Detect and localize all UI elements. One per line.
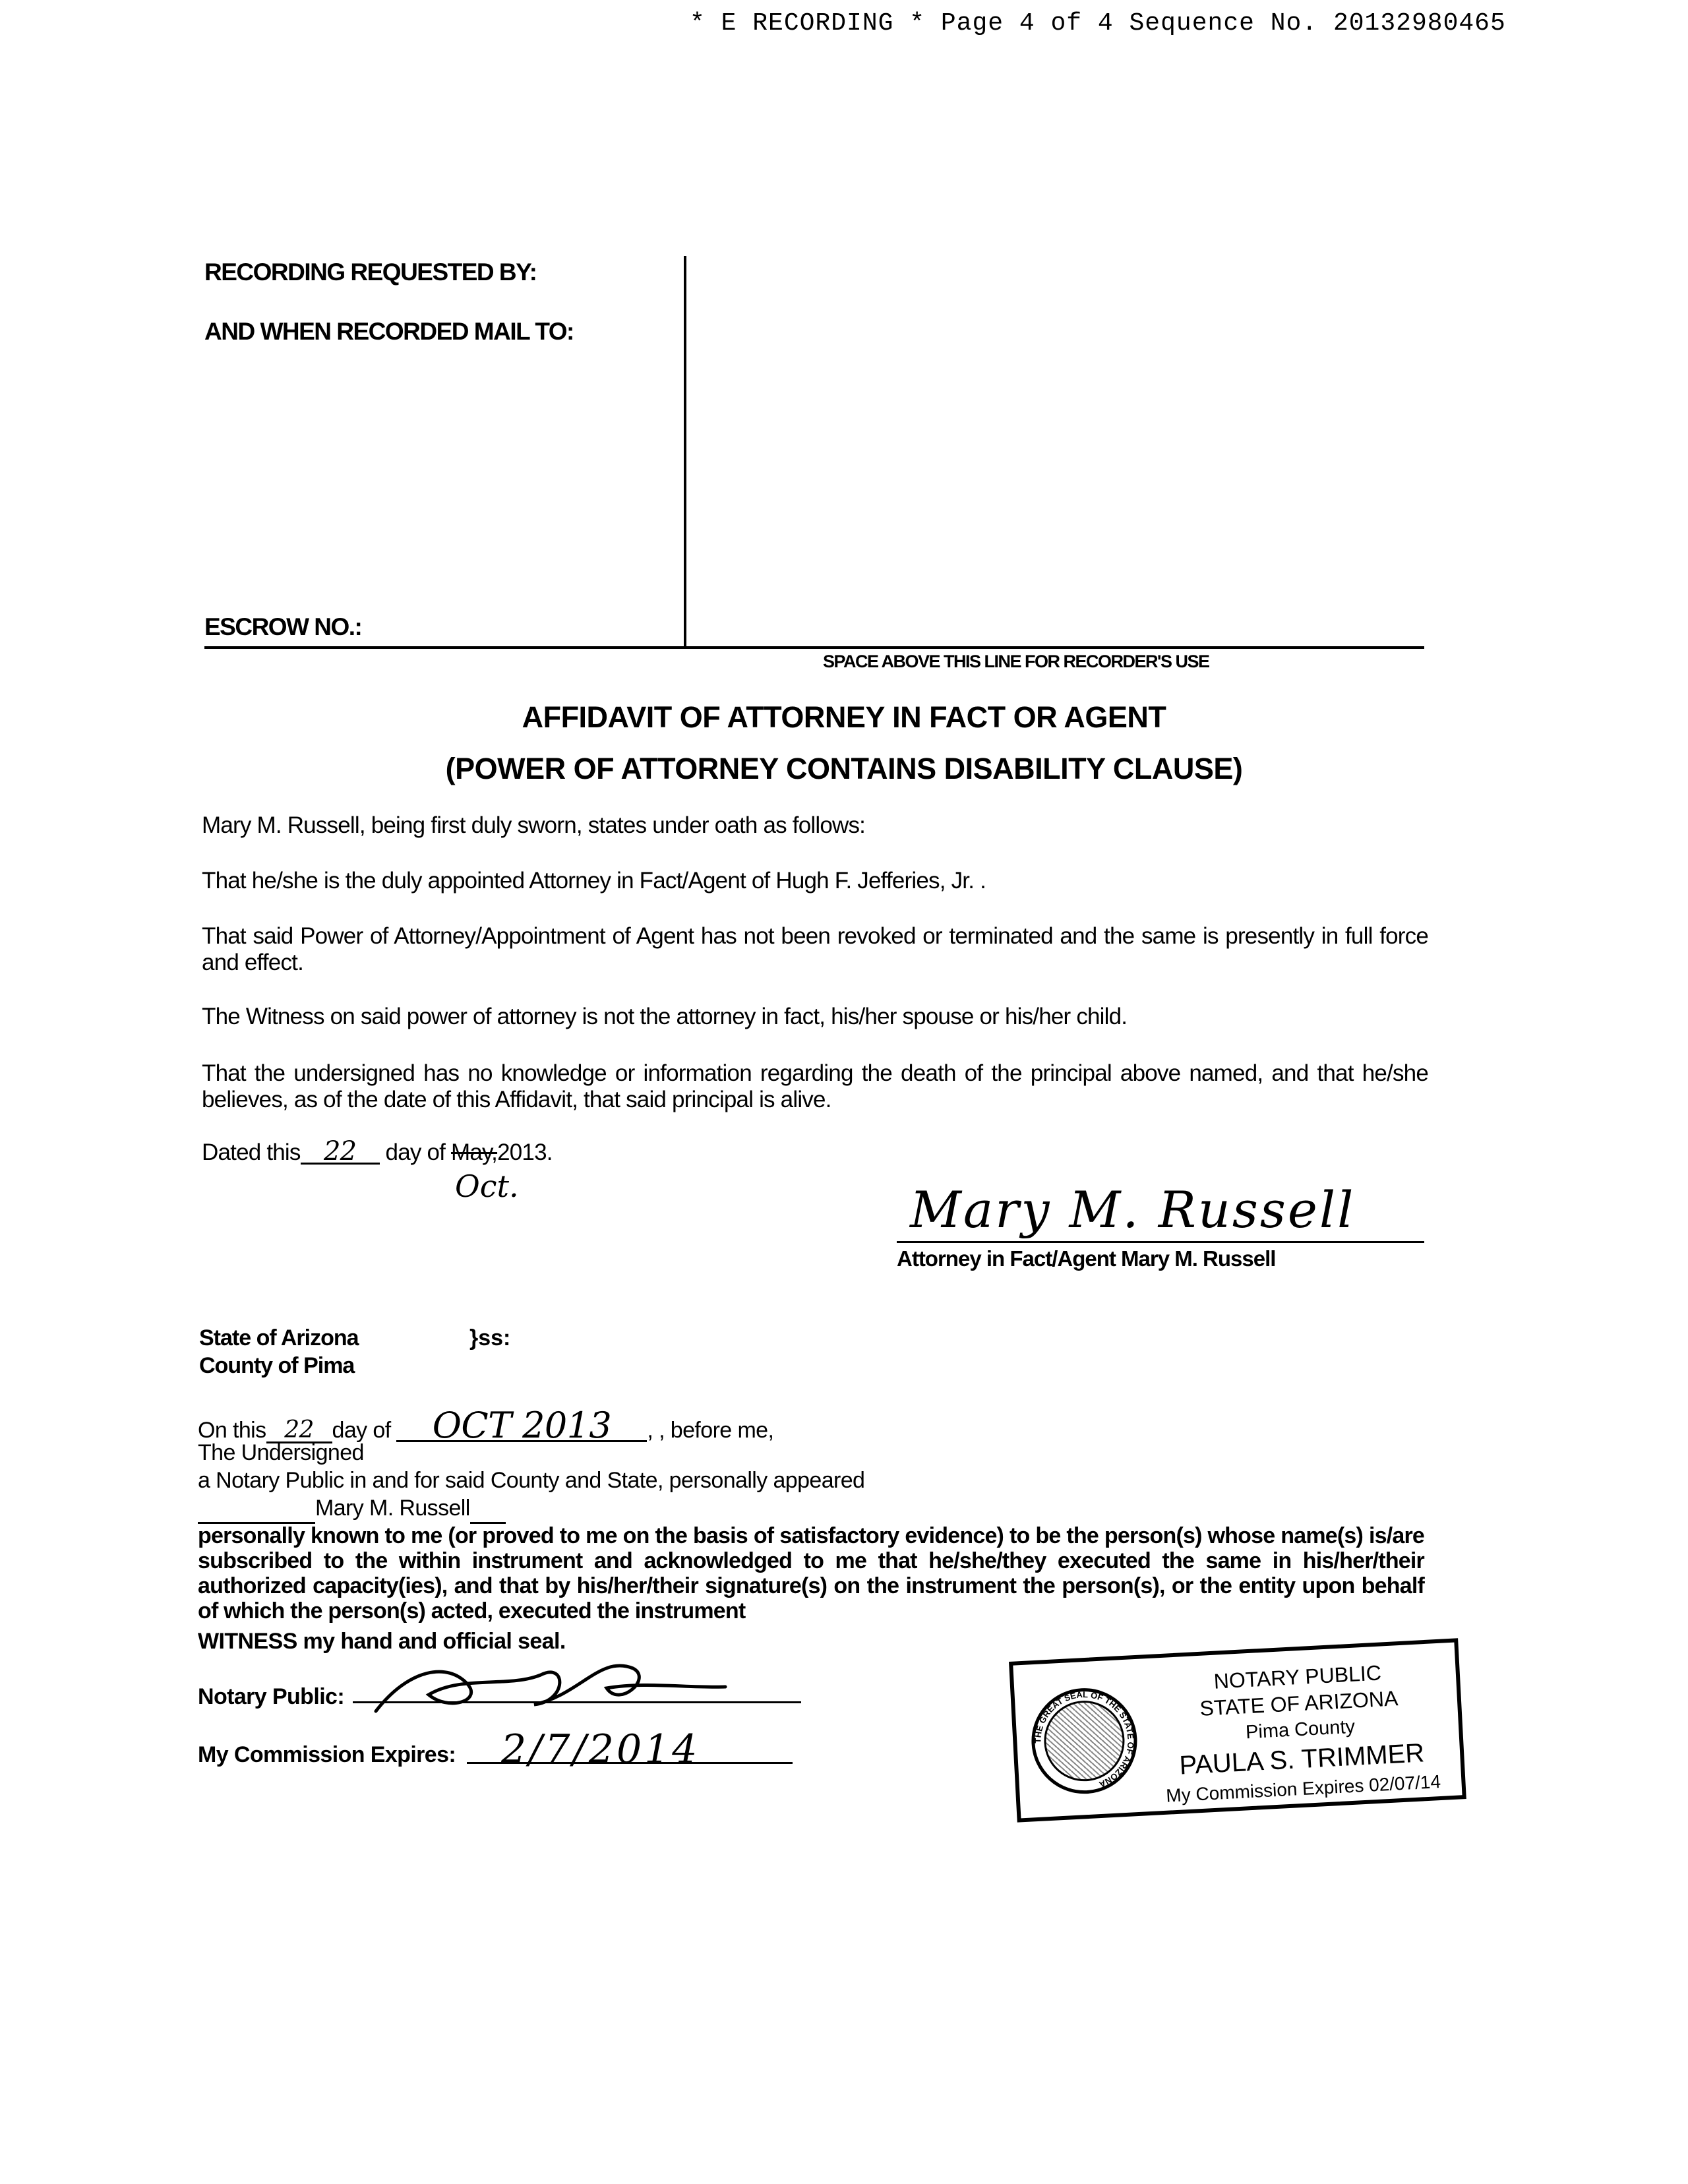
paragraph-sworn: Mary M. Russell, being first duly sworn, states under oath as follows: (202, 812, 866, 838)
notary-witness-line: WITNESS my hand and official seal. (198, 1629, 566, 1654)
dated-prefix: Dated this (202, 1139, 301, 1165)
recording-box-vertical-divider (684, 256, 686, 646)
attorney-signature-line (897, 1241, 1424, 1243)
notary-appeared-name: Mary M. Russell (315, 1496, 470, 1521)
paragraph-not-revoked: That said Power of Attorney/Appointment of Agent has not been revoked or terminated and the same is presently in full force and effect. (202, 923, 1428, 975)
paragraph-appointment: That he/she is the duly appointed Attorney in Fact/Agent of Hugh F. Jefferies, Jr. . (202, 868, 986, 894)
commission-expires-label: My Commission Expires: (198, 1742, 456, 1767)
attorney-caption: Attorney in Fact/Agent Mary M. Russell (897, 1246, 1276, 1271)
dated-line (202, 1136, 553, 1167)
dated-year: 2013. (497, 1139, 553, 1165)
venue-state: State of Arizona (199, 1325, 359, 1350)
seal-text-ring (1029, 1685, 1139, 1796)
attorney-signature: Mary M. Russell (910, 1180, 1356, 1239)
mail-to-label: AND WHEN RECORDED MAIL TO: (204, 318, 574, 345)
notary-signature-scribble (369, 1649, 738, 1721)
dated-month-struck: May, (451, 1139, 498, 1165)
recording-box-bottom-rule (204, 646, 1424, 649)
notary-blank-before (198, 1494, 315, 1524)
notary-before-me: , , before me, (647, 1418, 774, 1443)
state-seal (1029, 1685, 1139, 1796)
escrow-label: ESCROW NO.: (204, 613, 362, 640)
commission-date-handwritten: 2/7/2014 (501, 1726, 700, 1773)
dated-middle: day of (385, 1139, 446, 1165)
recorder-use-note: SPACE ABOVE THIS LINE FOR RECORDER'S USE (823, 652, 1209, 671)
notary-on-this: On this (198, 1418, 266, 1443)
notary-acknowledgment: personally known to me (or proved to me on the basis of satisfactory evidence) to be the person(s) whose name(s) is/are subscribed to the within instrument and acknowledged to me that he/she/they executed the same in his/her/their authorized capacity(ies), and that by his/her/their signature(s) on the instrument the person(s), or the entity upon behalf of which the person(s) acted, executed the instrument (198, 1523, 1424, 1623)
paragraph-principal-alive: That the undersigned has no knowledge or information regarding the death of the principal above named, and that he/she believes, as of the date of this Affidavit, that said principal is alive. (202, 1060, 1428, 1112)
notary-day-of: day of (332, 1418, 391, 1443)
dated-day-handwritten: 22 (301, 1140, 380, 1165)
stamp-notary-name: PAULA S. TRIMMER (1178, 1738, 1426, 1780)
notary-date-handwritten: OCT 2013 (396, 1411, 647, 1442)
document-subtitle: (POWER OF ATTORNEY CONTAINS DISABILITY CLAUSE) (445, 752, 1243, 785)
dated-month-handwritten: Oct. (455, 1168, 519, 1204)
seal-text: THE GREAT SEAL OF THE STATE OF ARIZONA (1033, 1689, 1136, 1790)
document-title: AFFIDAVIT OF ATTORNEY IN FACT OR AGENT (522, 700, 1166, 734)
stamp-notary-public: NOTARY PUBLIC (1213, 1660, 1382, 1693)
stamp-text (1152, 1656, 1449, 1810)
notary-public-line: a Notary Public in and for said County and State, personally appeared (198, 1468, 865, 1493)
notary-day-handwritten: 22 (266, 1419, 332, 1443)
notary-undersigned: The Undersigned (198, 1440, 364, 1465)
venue-ss: }ss: (469, 1325, 511, 1350)
stamp-commission: My Commission Expires 02/07/14 (1165, 1771, 1441, 1806)
stamp-state: STATE OF ARIZONA (1199, 1686, 1399, 1720)
svg-text:THE GREAT SEAL OF THE STATE OF (1030, 1687, 1138, 1793)
paragraph-witness: The Witness on said power of attorney is not the attorney in fact, his/her spouse or his/her child. (202, 1004, 1128, 1029)
notary-public-label: Notary Public: (198, 1684, 345, 1709)
recording-requested-by-label: RECORDING REQUESTED BY: (204, 258, 537, 286)
stamp-county: Pima County (1245, 1716, 1356, 1744)
notary-appeared-line (198, 1494, 506, 1524)
recording-header: * E RECORDING * Page 4 of 4 Sequence No. 20132980465 (690, 9, 1506, 38)
notary-stamp (1009, 1638, 1466, 1822)
notary-blank-after (470, 1494, 506, 1524)
venue-county: County of Pima (199, 1353, 355, 1378)
